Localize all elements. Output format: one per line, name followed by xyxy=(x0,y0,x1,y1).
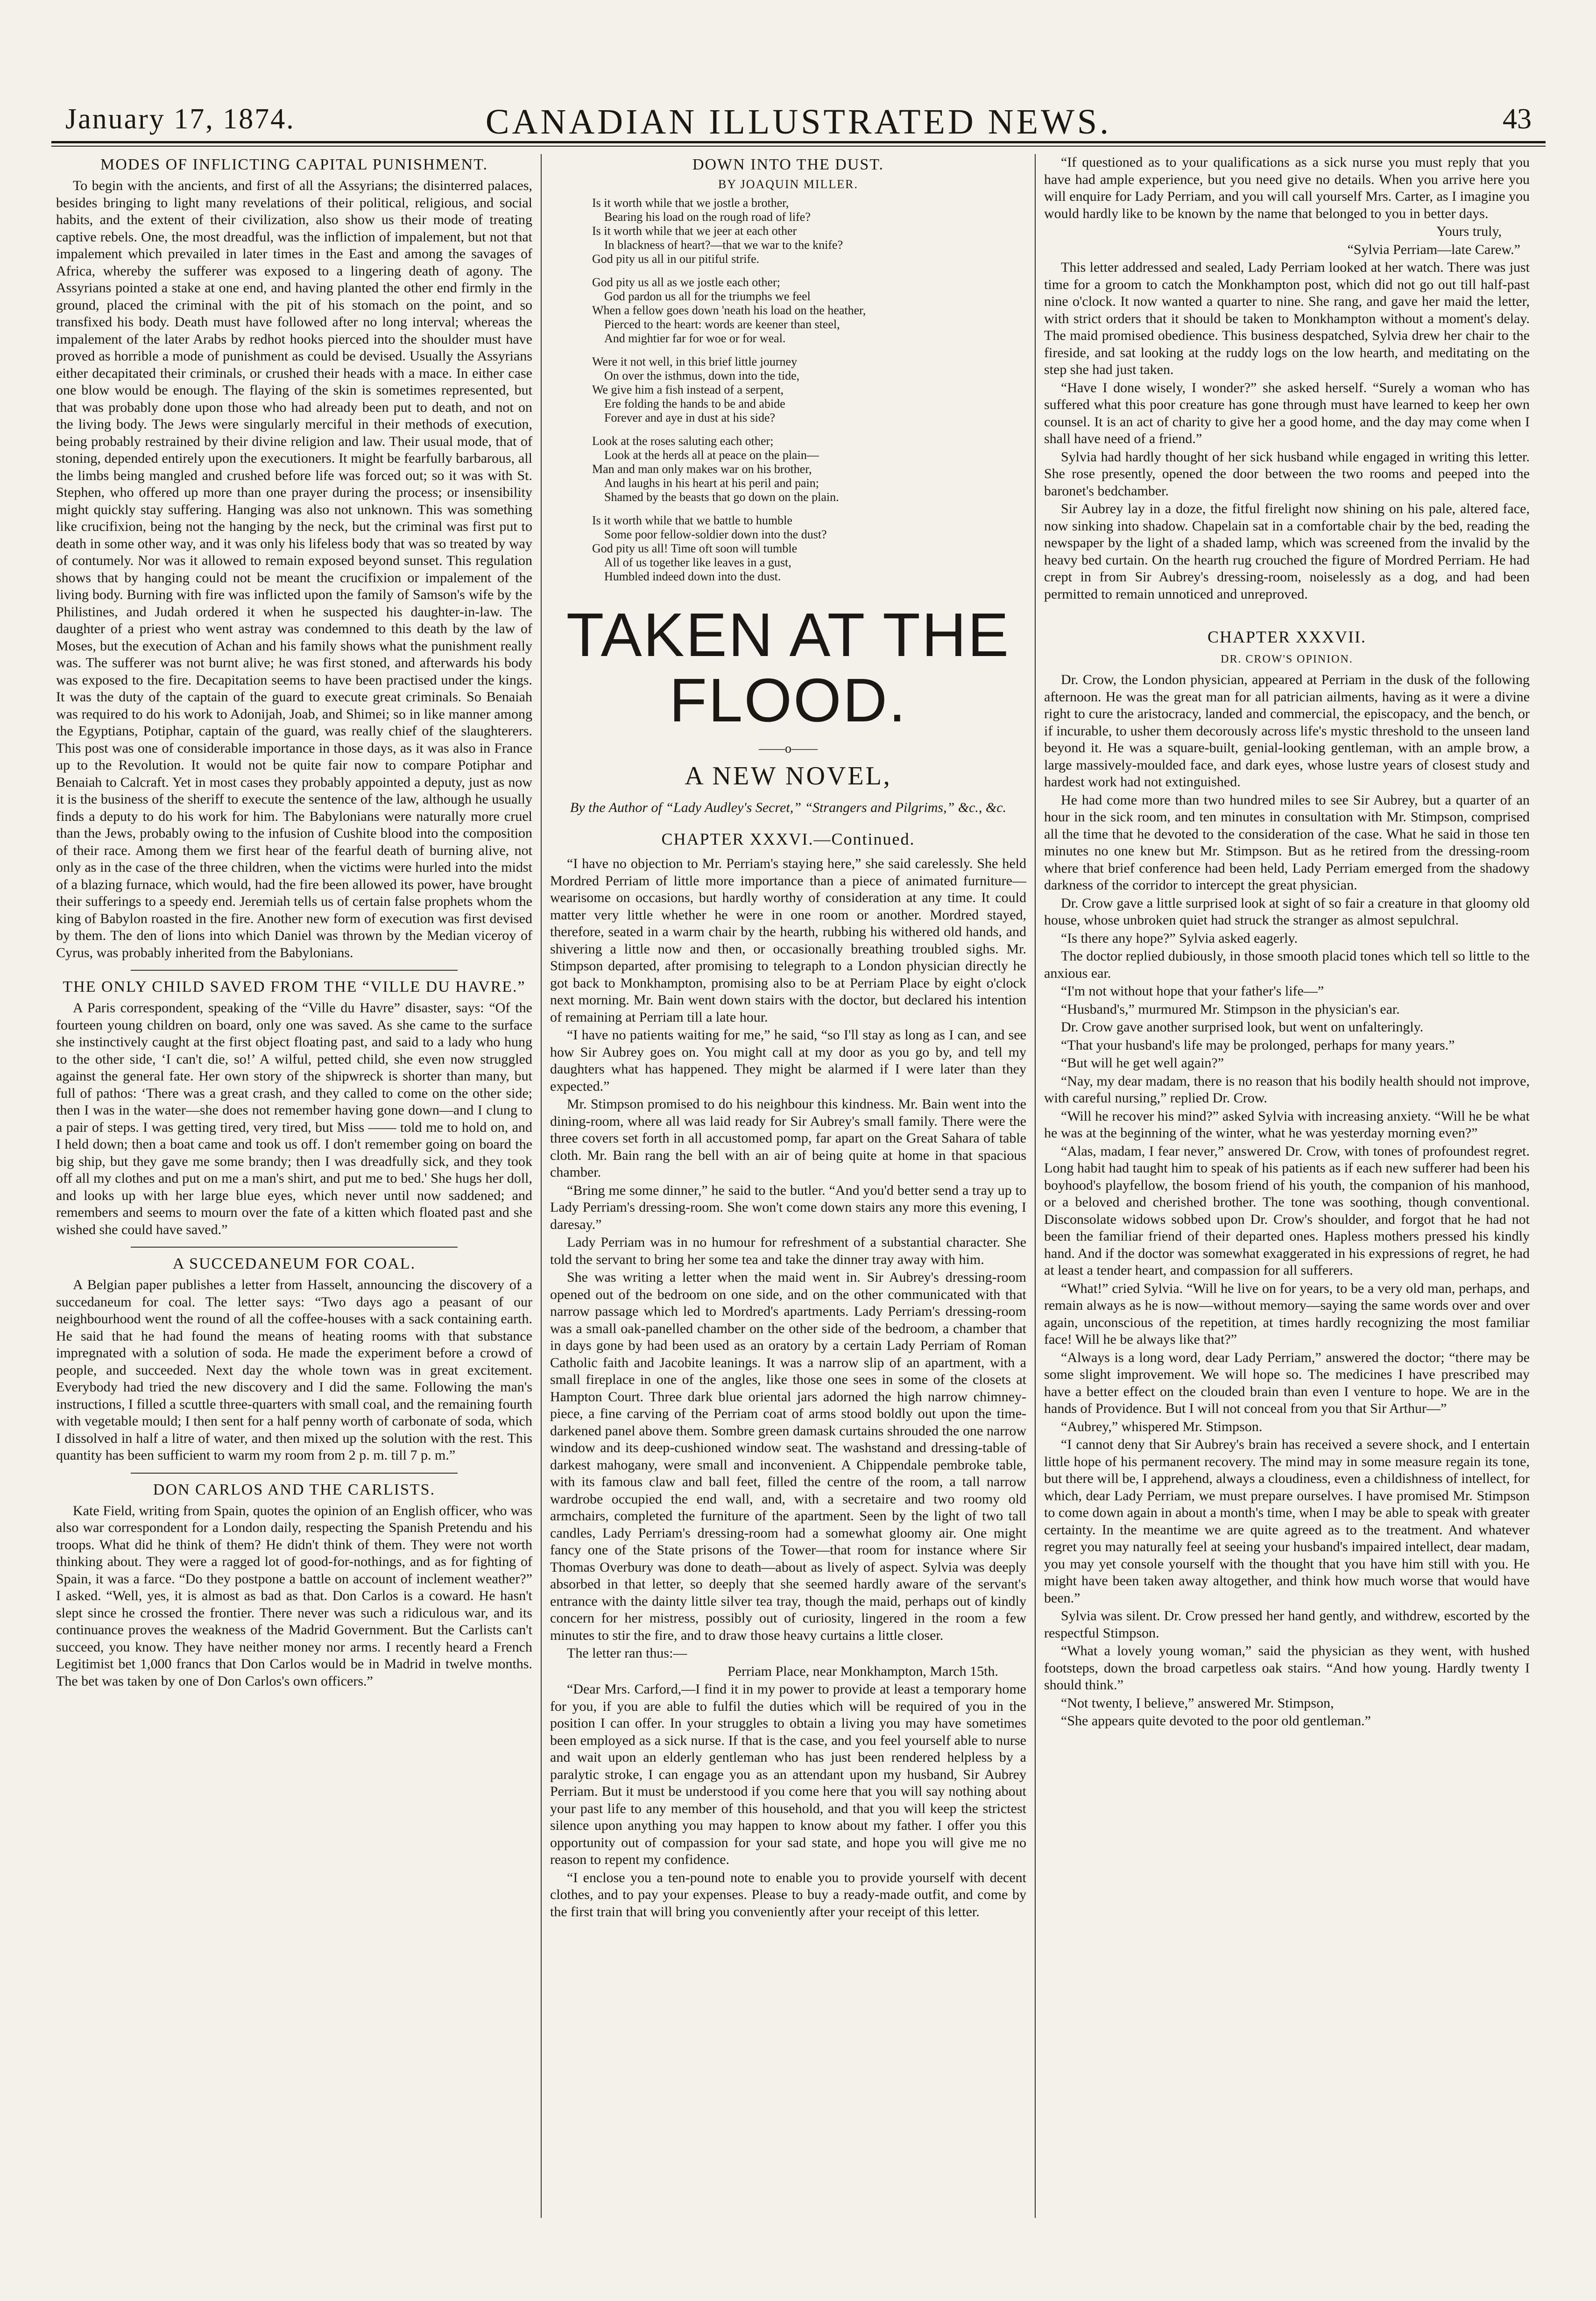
poem-line: Is it worth while that we jeer at each other xyxy=(592,224,797,238)
poem-line: God pity us all in our pitiful strife. xyxy=(592,252,760,266)
page-number: 43 xyxy=(1503,103,1532,135)
chapter-heading: CHAPTER XXXVI.—Continued. xyxy=(661,830,915,848)
story-paragraph: “Aubrey,” whispered Mr. Stimpson. xyxy=(1061,1419,1263,1434)
article-paragraph: A Paris correspondent, speaking of the “Ville du Havre” disaster, says: “Of the fourteen young children on board, only one was saved. As she came to the surface she instinctively caught at the first object floating past, and said to a lady who hung to the other side, ‘I can't die, so!’ A wilful, petted child, she even now struggled against the general fate. Her own story of the shipwreck is shorter than many, but full of pathos: ‘There was a great crash, and they called to come on the other side; then I was in the water—she does not remember having gone down—and I clung to a pair of steps. I was getting tired, very tired, but Miss —— told me to hold on, and I held down; then a boat came and took us off. I don't remember going on board the big ship, but they gave me some brandy; then I was dreadfully sick, and they took off all my clothes and put on me a man's shirt, and put me to bed.' She hugs her doll, and looks up with her large blue eyes, which never until now saddened; and remembers and seems to mourn over the fate of a kitten which floated past and she wished she could have saved.” xyxy=(56,1000,532,1237)
story-paragraph: “Have I done wisely, I wonder?” she asked herself. “Surely a woman who has suffered what this poor creature has gone through must have learned to keep her own counsel. It is an act of charity to give her a good home, and the day may come when I shall have need of a friend.” xyxy=(1044,380,1530,446)
story-paragraph: The doctor replied dubiously, in those smooth placid tones which tell so little to the anxious ear. xyxy=(1044,948,1530,981)
poem-stanza xyxy=(592,434,1026,504)
poem-line: Is it worth while that we jostle a brother, xyxy=(592,196,789,210)
poem-line: Ere folding the hands to be and abide xyxy=(604,397,785,410)
issue-date: January 17, 1874. xyxy=(65,103,295,135)
poem-stanza xyxy=(592,514,1026,584)
story-paragraph: Lady Perriam was in no humour for refreshment of a substantial character. She told the servant to bring her some tea and take the dinner tray away with him. xyxy=(550,1235,1026,1267)
story-paragraph: “Not twenty, I believe,” answered Mr. Stimpson, xyxy=(1061,1695,1334,1711)
poem-line: God pity us all! Time oft soon will tumble xyxy=(592,542,798,555)
story-paragraph: “That your husband's life may be prolonged, perhaps for many years.” xyxy=(1061,1037,1455,1053)
article-heading: THE ONLY CHILD SAVED FROM THE “VILLE DU HAVRE.” xyxy=(63,978,526,995)
chapter-subtitle: DR. CROW'S OPINION. xyxy=(1221,653,1353,665)
poem-line: On over the isthmus, down into the tide, xyxy=(604,369,800,382)
story-paragraph: Dr. Crow, the London physician, appeared at Perriam in the dusk of the following afternoon. He was the great man for all patrician ailments, having as it were a divine right to cure the aristocracy, landed and commercial, the episcopacy, and the bench, or if incurable, to usher them decorously across life's mystic threshold to the unseen land beyond it. He was a square-built, genial-looking gentleman, with an ample brow, a large massively-moulded face, and dark eyes, whose lustre years of closest study and hardest work had not extinguished. xyxy=(1044,672,1530,790)
poem-title: DOWN INTO THE DUST. xyxy=(692,156,884,173)
poem-line: Bearing his load on the rough road of life? xyxy=(604,210,811,224)
story-paragraph: “I cannot deny that Sir Aubrey's brain has received a severe shock, and I entertain little hope of his permanent recovery. The mind may in some measure regain its tone, but there will be, I apprehend, always a cloudiness, even a childishness of intellect, for which, dear Lady Perriam, we must prepare ourselves. I have promised Mr. Stimpson to come down again in about a month's time, when I may be able to speak with greater certainty. In the meantime we are quite agreed as to the treatment. And whatever regret you may naturally feel at seeing your husband's impaired intellect, dear madam, you may yet console yourself with the thought that you have him still with you. He might have been taken away altogether, and think how much worse that would have been.” xyxy=(1044,1437,1530,1606)
letter-paragraph: “Dear Mrs. Carford,—I find it in my power to provide at least a temporary home for you, if you are able to fulfil the duties which will be required of you in the position I can offer. In your struggles to obtain a living you may have sometimes been employed as a sick nurse. If that is the case, and you feel yourself able to nurse and wait upon an elderly gentleman who has just been rendered helpless by a paralytic stroke, I can engage you as an attendant upon my husband, Sir Aubrey Perriam. But it must be understood if you come here that you will say nothing about your past life to any member of this household, and that you will keep the strictest silence upon anything you may happen to know about my father. I offer you this opportunity out of compassion for your sad state, and hope you will give me no reason to repent my confidence. xyxy=(550,1681,1026,1867)
story-paragraph: “I have no patients waiting for me,” he said, “so I'll stay as long as I can, and see how Sir Aubrey goes on. You might call at my door as you go by, and tell my daughters what has happened. They might be alarmed if I were later than they expected.” xyxy=(550,1027,1026,1094)
story-paragraph: Dr. Crow gave another surprised look, but went on unfalteringly. xyxy=(1061,1019,1424,1035)
story-paragraph: “But will he get well again?” xyxy=(1061,1055,1224,1071)
letter-closing: Yours truly, xyxy=(1436,224,1502,239)
poem-line: Humbled indeed down into the dust. xyxy=(604,570,781,583)
poem-line: And mightier far for woe or for weal. xyxy=(604,332,786,345)
story-paragraph: “Will he recover his mind?” asked Sylvia with increasing anxiety. “Will he be what he was at the beginning of the winter, what he was yesterday morning even?” xyxy=(1044,1108,1530,1141)
poem-stanza xyxy=(592,196,1026,266)
story-subtitle: A NEW NOVEL, xyxy=(685,762,892,791)
section-divider xyxy=(131,1473,458,1474)
story-paragraph: Sylvia had hardly thought of her sick husband while engaged in writing this letter. She rose presently, opened the door between the two rooms and peeped into the baronet's bedchamber. xyxy=(1044,449,1530,499)
masthead-rule-thin xyxy=(51,146,1546,147)
poem-line: Pierced to the heart: words are keener than steel, xyxy=(604,318,840,331)
article-heading: MODES OF INFLICTING CAPITAL PUNISHMENT. xyxy=(100,156,488,173)
article-paragraph: To begin with the ancients, and first of all the Assyrians; the disinterred palaces, besides bringing to light many revelations of their political, religious, and social habits, and the extent of their civilization, also show us their mode of treating captive rebels. One, the most dreadful, was the infliction of impalement, but not that impalement which prevailed in later times in the East and among the savages of Africa, whereby the sufferer was exposed to a lingering death of agony. The Assyrians pointed a stake at one end, and having planted the other end firmly in the ground, placed the criminal with the pit of his stomach on the point, and so transfixed his body. Death must have followed after no long interval; whereas the impalement of the later Arabs by redhot hooks pierced into the shoulder must have proved as horrible a mode of punishment as could be devised. Usually the Assyrians either decapitated their criminals, or crushed their heads with a mace. In either case one blow would be enough. The flaying of the skin is sometimes represented, but that was probably done upon those who had already been put to death, and not on the living body. The Jews were singularly merciful in their methods of execution, being probably restrained by their divine religion and law. Their usual mode, that of stoning, depended entirely upon the executioners. It might be fearfully barbarous, all the limbs being mangled and crushed before life was forced out; so it was with St. Stephen, who offered up more than one prayer during the process; or insensibility might quickly stay suffering. Hanging was also not unknown. This was something like crucifixion, being not the hanging by the neck, but the criminal was first put to death in some other way, and it was only his lifeless body that was so treated by way of contumely. Nor was it allowed to remain exposed beyond sunset. This regulation shows that by hanging could not be meant the crucifixion or impalement of the living body. Burning with fire was inflicted upon the family of Samson's wife by the Philistines, and Judah ordered it when he suspected his daughter-in-law. The daughter of a priest who went astray was condemned to this death by the law of Moses, but the execution of Achan and his family shows what the punishment really was. The sufferer was not burnt alive; he was first stoned, and afterwards his body was exposed to the fire. Decapitation seems to have been practised under the kings. It was the duty of the captain of the guard to execute great criminals. So Benaiah was required to do his work to Adonijah, Joab, and Shimei; so in like manner among the Egyptians, Potiphar, captain of the guard, was really chief of the slaughterers. This post was one of considerable importance in those days, as it was also in France up to the Revolution. It would not be quite fair now to compare Potiphar and Benaiah to Calcraft. Yet in most cases they probably appointed a deputy, just as now it is the business of the sheriff to execute the sentence of the law, although he usually finds a deputy to do his work for him. The Babylonians were naturally more cruel than the Jews, probably owing to the infusion of Cushite blood into the composition of their race. Among them we first hear of the fearful death of burning alive, not only as in the case of the three children, when the victims were hurled into the midst of a blazing furnace, which would, had the fire been allowed its power, have brought their sufferings to a speedy end. Jeremiah tells us of certain false prophets whom the king of Babylon roasted in the fire. Another new form of execution was first devised by them. The den of lions into which Daniel was thrown by the Median viceroy of Cyrus, was probably inherited from the Babylonians. xyxy=(56,178,532,960)
story-paragraph: “I have no objection to Mr. Perriam's staying here,” she said carelessly. She held Mordred Perriam of little more importance than a piece of animated furniture—wearisome on occasions, but hardly worthy of consideration at any time. It could matter very little whether he were in one room or another. Mordred stayed, therefore, seated in a warm chair by the hearth, rubbing his withered old hands, and shivering a little now and then, or occasionally breathing troubled sighs. Mr. Stimpson departed, after promising to telegraph to a London physician directly he got back to Monkhampton, promising also to be at Perriam Place by eight o'clock next morning. Mr. Bain went down stairs with the doctor, but declared his intention of remaining at Perriam till a late hour. xyxy=(550,856,1026,1025)
column-right xyxy=(1044,154,1530,2265)
poem-line: God pity us all as we jostle each other; xyxy=(592,275,780,289)
poem-line: And laughs in his heart at his peril and pain; xyxy=(604,476,819,490)
story-paragraph: Sir Aubrey lay in a doze, the fitful firelight now shining on his pale, altered face, now sinking into shadow. Chapelain sat in a comfortable chair by the bed, reading the newspaper by the light of a shaded lamp, which was screened from the invalid by the heavy bed curtain. On the hearth rug crouched the figure of Mordred Perriam. He had crept in from Sir Aubrey's dressing-room, noiselessly as a dog, and had been permitted to remain unnoticed and unreproved. xyxy=(1044,501,1530,602)
section-divider xyxy=(131,970,458,971)
story-paragraph: Mr. Stimpson promised to do his neighbour this kindness. Mr. Bain went into the dining-room, where all was laid ready for Sir Aubrey's small family. There were the three covers set forth in all accustomed pomp, far apart on the Great Sahara of table cloth. Mr. Bain rang the bell with an air of being quite at home in that spacious chamber. xyxy=(550,1096,1026,1180)
story-paragraph: “Nay, my dear madam, there is no reason that his bodily health should not improve, with careful nursing,” replied Dr. Crow. xyxy=(1044,1073,1530,1106)
story-paragraph: “Husband's,” murmured Mr. Stimpson in the physician's ear. xyxy=(1061,1001,1400,1017)
poem-line: Were it not well, in this brief little journey xyxy=(592,355,798,368)
poem-line: Look at the herds all at peace on the plain— xyxy=(604,448,819,462)
story-paragraph: Dr. Crow gave a little surprised look at sight of so fair a creature in that gloomy old house, whose unbroken quiet had struck the stranger as almost sepulchral. xyxy=(1044,895,1530,928)
story-paragraph: “Alas, madam, I fear never,” answered Dr. Crow, with tones of profoundest regret. Long habit had taught him to speak of his patients as if each new sufferer had been his boyhood's playfellow, the bosom friend of his youth, the companion of his manhood, or a beloved and cherished brother. The tone was soothing, though conventional. Disconsolate widows sobbed upon Dr. Crow's shoulder, and forgot that he had not been the familiar friend of their departed ones. Hapless mothers pressed his kindly hand. And if the doctor was somewhat exaggerated in his expressions of regret, he had at least a tender heart, and compassion for all sufferers. xyxy=(1044,1143,1530,1278)
masthead xyxy=(51,89,1546,140)
poem-line: In blackness of heart?—that we war to the knife? xyxy=(604,238,843,252)
story-paragraph: “Is there any hope?” Sylvia asked eagerly. xyxy=(1061,930,1298,946)
story-paragraph: “Bring me some dinner,” he said to the butler. “And you'd better send a tray up to Lady Perriam's dressing-room. She won't come down stairs any more this evening, I daresay.” xyxy=(550,1182,1026,1232)
poem-line: We give him a fish instead of a serpent, xyxy=(592,383,784,396)
article-heading: A SUCCEDANEUM FOR COAL. xyxy=(172,1255,416,1272)
column-left xyxy=(56,154,532,2265)
story-paragraph: “What a lovely young woman,” said the physician as they went, with hushed footsteps, down the broad carpetless oak stairs. “And how young. Hardly twenty I should think.” xyxy=(1044,1643,1530,1693)
chapter-heading: CHAPTER XXXVII. xyxy=(1208,628,1366,646)
poem-stanza xyxy=(592,355,1026,425)
poem-line: Some poor fellow-soldier down into the dust? xyxy=(604,528,827,541)
poem-line: God pardon us all for the triumphs we feel xyxy=(604,289,811,303)
title-ornament: ——o—— xyxy=(759,741,818,756)
letter-dateline: Perriam Place, near Monkhampton, March 15th. xyxy=(727,1663,998,1679)
poem-stanza xyxy=(592,275,1026,346)
story-paragraph: This letter addressed and sealed, Lady Perriam looked at her watch. There was just time for a groom to catch the Monkhampton post, which did not go out till half-past nine o'clock. It now wanted a quarter to nine. She rang, and gave her maid the letter, with strict orders that it should be taken to Monkhampton without a moment's delay. The maid promised obedience. This business despatched, Sylvia drew her chair to the fireside, and sat looking at the ruddy logs on the low hearth, and meditating on the step she had just taken. xyxy=(1044,260,1530,377)
story-paragraph: “What!” cried Sylvia. “Will he live on for years, to be a very old man, perhaps, and remain always as he is now—without memory—saying the same words over and over again, unconscious of the repetition, at times hardly recognizing the most familiar face! Will he be always like that?” xyxy=(1044,1280,1530,1347)
letter-signature: “Sylvia Perriam—late Carew.” xyxy=(1347,241,1520,257)
story-paragraph: He had come more than two hundred miles to see Sir Aubrey, but a quarter of an hour in the sick room, and ten minutes in consultation with Mr. Stimpson, comprised all the time that he devoted to the consideration of the case. What he said in those ten minutes no one knew but Mr. Stimpson. But as he retired from the dressing-room where that brief conference had been held, Lady Perriam emerged from the shadowy darkness of the corridor to intercept the great physician. xyxy=(1044,792,1530,893)
story-paragraph: The letter ran thus:— xyxy=(567,1645,687,1661)
column-divider xyxy=(1035,154,1036,2218)
poem-line: All of us together like leaves in a gust, xyxy=(604,556,791,569)
newspaper-title: CANADIAN ILLUSTRATED NEWS. xyxy=(485,102,1112,141)
story-paragraph: Sylvia was silent. Dr. Crow pressed her hand gently, and withdrew, escorted by the respectful Stimpson. xyxy=(1044,1608,1530,1641)
column-divider xyxy=(541,154,542,2218)
story-paragraph: She was writing a letter when the maid went in. Sir Aubrey's dressing-room opened out of the bedroom on one side, and on the other communicated with that narrow passage which led to Mordred's apartments. Lady Perriam's dressing-room was a small oak-panelled chamber on the other side of the bedroom, a chamber that in days gone by had been used as an oratory by a certain Lady Perriam of Roman Catholic faith and Jacobite leanings. It was a narrow slip of an apartment, with a small fireplace in one of the angles, like those one sees in some of the closets at Hampton Court. Three dark blue oriental jars adorned the high narrow chimney-piece, a fine carving of the Perriam coat of arms stood boldly out upon the time-darkened panel above them. Sombre green damask curtains shrouded the one narrow window and its deep-cushioned window seat. The washstand and dressing-table of darkest mahogany, were small and inconvenient. A Chippendale pembroke table, with its famous claw and ball feet, filled the centre of the room, a tall narrow wardrobe occupied the end wall, and, with a secretaire and two roomy old armchairs, completed the furniture of the apartment. Seen by the light of two tall candles, Lady Perriam's dressing-room had a somewhat gloomy air. One might fancy one of the State prisons of the Tower—that room for instance where Sir Thomas Overbury was done to death—about as lively of aspect. Sylvia was deeply absorbed in that letter, so deeply that she seemed hardly aware of the servant's entrance with the dainty little silver tea tray, though the maid, perhaps out of kindly concern for her mistress, possibly out of curiosity, lingered in the room a few minutes to stir the fire, and to draw those heavy curtains a little closer. xyxy=(550,1270,1026,1643)
story-paragraph: “She appears quite devoted to the poor old gentleman.” xyxy=(1061,1713,1371,1729)
poem-line: When a fellow goes down 'neath his load on the heather, xyxy=(592,304,866,317)
letter-paragraph: “If questioned as to your qualifications as a sick nurse you must reply that you have had ample experience, but you need give no details. When you arrive here you will enquire for Lady Perriam, and you will call yourself Mrs. Carter, as I imagine you would hardly like to be known by the name that belonged to you in better days. xyxy=(1044,155,1530,221)
article-paragraph: A Belgian paper publishes a letter from Hasselt, announcing the discovery of a succedaneum for coal. The letter says: “Two days ago a peasant of our neighbourhood went the round of all the coffee-houses with a sack containing earth. He said that he had found the means of heating rooms with that substance impregnated with a solution of soda. He made the experiment before a crowd of people, and succeeded. Next day the whole town was in great excitement. Everybody had tried the new discovery and I did the same. Following the man's instructions, I filled a scuttle three-quarters with small coal, and the remaining fourth with vegetable mould; I then sent for a half penny worth of carbonate of soda, which I dissolved in half a litre of water, and then mixed up the solution with the rest. This quantity has been sufficient to warm my room from 2 p. m. till 7 p. m.” xyxy=(56,1277,532,1463)
story-paragraph: “I'm not without hope that your father's life—” xyxy=(1061,983,1324,999)
poem-line: Is it worth while that we battle to humble xyxy=(592,514,792,527)
section-divider xyxy=(131,1247,458,1248)
story-title: TAKEN AT THE FLOOD. xyxy=(566,600,1010,734)
poem-byline: BY JOAQUIN MILLER. xyxy=(718,177,859,191)
poem-line: Shamed by the beasts that go down on the plain. xyxy=(604,490,839,504)
poem-line: Man and man only makes war on his brother, xyxy=(592,462,812,476)
article-heading: DON CARLOS AND THE CARLISTS. xyxy=(153,1481,436,1498)
article-paragraph: Kate Field, writing from Spain, quotes the opinion of an English officer, who was also war correspondent for a London daily, respecting the Spanish Pretendu and his troops. What did he think of them? He didn't think of them. They were not worth thinking about. They were a ragged lot of good-for-nothings, and as for fighting of Spain, it was a farce. “Do they postpone a battle on account of inclement weather?” I asked. “Well, yes, it is almost as bad as that. Don Carlos is a coward. He hasn't slept since he crossed the frontier. There never was such a ridiculous war, and its continuance proves the weakness of the Madrid Government. But the Carlists can't succeed, you know. They have neither money nor arms. I recently heard a French Legitimist bet 1,000 francs that Don Carlos would be in Madrid in twelve months. The bet was taken by one of Don Carlos's own officers.” xyxy=(56,1503,532,1689)
poem-line: Look at the roses saluting each other; xyxy=(592,434,774,448)
story-byline: By the Author of “Lady Audley's Secret,” “Strangers and Pilgrims,” &c., &c. xyxy=(570,800,1007,815)
story-paragraph: “Always is a long word, dear Lady Perriam,” answered the doctor; “there may be some slight improvement. We will hope so. The medicines I have prescribed may have a better effect on the clouded brain than even I venture to hope. We are in the hands of Providence. But I will not conceal from you that Sir Arthur—” xyxy=(1044,1349,1530,1416)
letter-paragraph: “I enclose you a ten-pound note to enable you to provide yourself with decent clothes, and to pay your expenses. Please to buy a ready-made outfit, and come by the first train that will bring you conveniently after your receipt of this letter. xyxy=(550,1870,1026,1920)
column-middle xyxy=(550,154,1026,2265)
poem xyxy=(592,196,1026,584)
masthead-rule xyxy=(51,141,1546,143)
poem-line: Forever and aye in dust at his side? xyxy=(604,411,776,424)
